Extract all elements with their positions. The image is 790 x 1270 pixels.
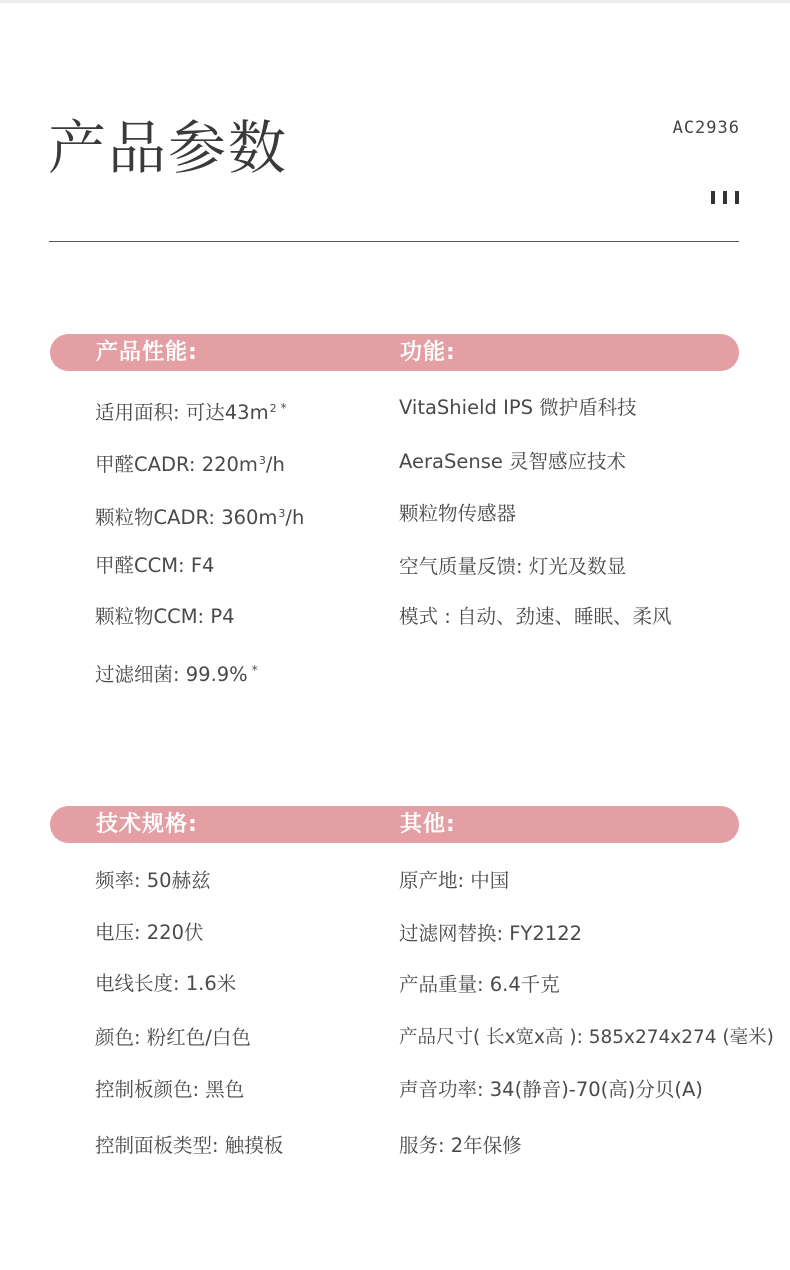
spec-area: 适用面积: 可达$43m^2$ * [95, 401, 287, 424]
header-divider [49, 241, 739, 242]
spec-item: 颜色: 粉红色/白色 [95, 1026, 251, 1049]
other-item: 服务: 2年保修 [399, 1134, 522, 1157]
heading-specs: 技术规格: [96, 812, 198, 837]
spec-item: 电压: 220伏 [95, 921, 204, 944]
heading-performance: 产品性能: [96, 340, 198, 365]
section-header-performance [50, 334, 739, 371]
heading-functions: 功能: [400, 340, 456, 365]
spec-hcho-ccm: 甲醛CCM: F4 [95, 554, 215, 577]
function-item: AeraSense 灵智感应技术 [399, 450, 627, 473]
page-title: 产品参数 [48, 114, 289, 182]
three-bars-icon [711, 191, 741, 205]
spec-item: 频率: 50赫兹 [95, 869, 211, 892]
spec-hcho-cadr: 甲醛CADR: $220m^3/h$ [95, 453, 285, 476]
top-border [0, 0, 790, 3]
other-item: 过滤网替换: FY2122 [399, 922, 583, 945]
spec-pm-ccm: 颗粒物CCM: P4 [95, 605, 235, 628]
spec-item: 电线长度: 1.6米 [95, 972, 237, 995]
spec-bacteria: 过滤细菌: 99.9% * [95, 663, 258, 686]
other-item: 声音功率: 34(静音)-70(高)分贝(A) [399, 1078, 703, 1101]
model-code: AC2936 [672, 118, 740, 138]
other-item: 原产地: 中国 [399, 869, 510, 892]
spec-item: 控制板颜色: 黑色 [95, 1078, 245, 1101]
section-header-specs [50, 806, 739, 843]
other-item: 产品重量: 6.4千克 [399, 973, 560, 996]
heading-others: 其他: [400, 812, 456, 837]
function-item: VitaShield IPS 微护盾科技 [399, 396, 637, 419]
function-item: 空气质量反馈: 灯光及数显 [399, 555, 627, 578]
spec-item: 控制面板类型: 触摸板 [95, 1134, 284, 1157]
other-item: 产品尺寸( 长x宽x高 ): 585x274x274 (毫米) [399, 1027, 774, 1048]
spec-pm-cadr: 颗粒物CADR: $360m^3/h$ [95, 506, 305, 529]
function-item: 颗粒物传感器 [399, 502, 517, 525]
function-item: 模式 : 自动、劲速、睡眠、柔风 [399, 605, 672, 628]
